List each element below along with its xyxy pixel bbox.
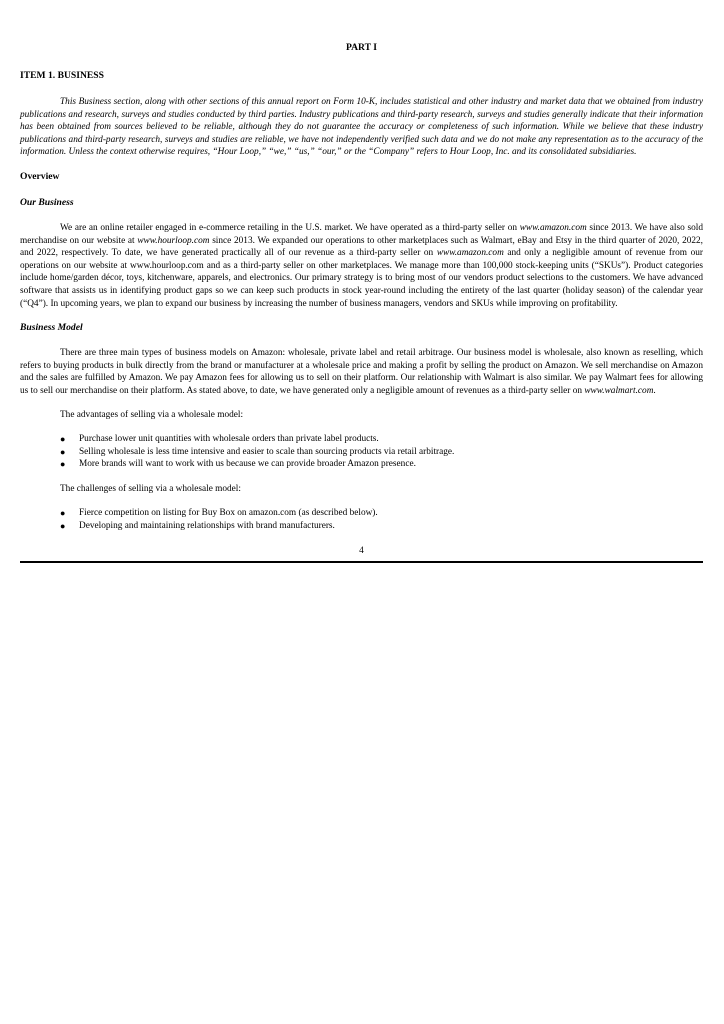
- business-model-text-1: There are three main types of business models on Amazon: wholesale, private label and retail arbitrage. Our business model is wholesale, also known as reselling, which refers to buying products in bulk directly from the brand or manufacturer at a wholesale price and making a profit by selling the product on Amazon. We sell merchandise on Amazon and the sales are fulfilled by Amazon. We pay Amazon fees for allowing us to sell on their platform. Our relationship with Walmart is also similar. We pay Walmart fees for allowing us to sell our merchandise on their platform. As stated above, to date, we have generated only a negligible amount of revenues as a third-party seller on: [20, 348, 703, 396]
- document-page: [20, 41, 703, 563]
- walmart-website-reference: www.walmart.com: [584, 385, 654, 396]
- amazon-website-reference-2: www.amazon.com: [436, 248, 504, 259]
- list-item: [20, 433, 703, 446]
- bullet-icon: ●: [60, 508, 66, 519]
- business-model-paragraph: [20, 347, 703, 397]
- business-model-text-2: .: [653, 385, 656, 396]
- list-item: [20, 458, 703, 471]
- challenges-list: [20, 507, 703, 532]
- our-business-text-4: and only a negligible amount of revenue from our operations on our website at www.hourloop.com and as a third-party seller on other marketplaces. We manage more than 100,000 stock-keeping units (“SKUs”). Product categories include home/garden décor, toys, kitchenware, apparels, and electronics. Our primary strategy is to bring most of our vendors product selections to the customers. We have advanced software that assists us in identifying product gaps so we can keep such products in stock year-round including the entirety of the last quarter (holiday season) of the calendar year (“Q4”). In upcoming years, we plan to expand our business by increasing the number of business managers, vendors and SKUs while improving on profitability.: [20, 248, 703, 309]
- list-item: [20, 446, 703, 459]
- challenge-text: Fierce competition on listing for Buy Box on amazon.com (as described below).: [79, 508, 378, 519]
- challenge-text: Developing and maintaining relationships with brand manufacturers.: [79, 521, 335, 532]
- advantage-text: Purchase lower unit quantities with wholesale orders than private label products.: [79, 434, 379, 445]
- bullet-icon: ●: [60, 446, 66, 457]
- business-model-heading: Business Model: [20, 322, 83, 334]
- our-business-heading: Our Business: [20, 196, 74, 208]
- bullet-icon: ●: [60, 459, 66, 470]
- advantages-intro: The advantages of selling via a wholesale model:: [60, 409, 244, 420]
- advantages-list: [20, 433, 703, 471]
- amazon-website-reference: www.amazon.com: [519, 222, 587, 233]
- advantage-text: More brands will want to work with us because we can provide broader Amazon presence.: [79, 459, 416, 470]
- list-item: [20, 507, 703, 520]
- part-title: PART I: [345, 42, 378, 53]
- our-business-text-2: since 2013. We have also sold merchandise on our website at: [20, 222, 703, 246]
- page-number: 4: [359, 545, 364, 556]
- our-business-paragraph: [20, 222, 703, 310]
- bullet-icon: ●: [60, 521, 66, 532]
- our-business-text-3: since 2013. We expanded our operations to other marketplaces such as Walmart, eBay and Etsy in the third quarter of 2020, 2022, and 2022, respectively. To date, we have generated practically all of our revenue as a third-party seller on: [20, 235, 703, 259]
- intro-paragraph: This Business section, along with other sections of this annual report on Form 10-K, includes statistical and other industry and market data that we obtained from industry publications and research, surveys and studies conducted by third parties. Industry publications and third-party research, surveys and studies generally indicate that their information has been obtained from sources believed to be reliable, although they do not guarantee the accuracy or completeness of such information. While we believe that these industry publications and third-party research, surveys and studies are reliable, we have not independently verified such data and we do not make any representation as to the accuracy of the information. Unless the context otherwise requires, “Hour Loop,” “we,” “us,” “our,” or the “Company” refers to Hour Loop, Inc. and its consolidated subsidiaries.: [20, 97, 703, 158]
- list-item: [20, 520, 703, 533]
- advantage-text: Selling wholesale is less time intensive and easier to scale than sourcing products via retail arbitrage.: [79, 446, 455, 457]
- hourloop-website-reference: www.hourloop.com: [137, 235, 210, 246]
- item-title: ITEM 1. BUSINESS: [20, 70, 104, 81]
- overview-heading: Overview: [20, 170, 60, 182]
- page-divider: [20, 561, 703, 563]
- bullet-icon: ●: [60, 434, 66, 445]
- challenges-intro: The challenges of selling via a wholesale model:: [60, 483, 241, 494]
- our-business-text-1: We are an online retailer engaged in e-commerce retailing in the U.S. market. We have operated as a third-party seller on: [60, 222, 520, 233]
